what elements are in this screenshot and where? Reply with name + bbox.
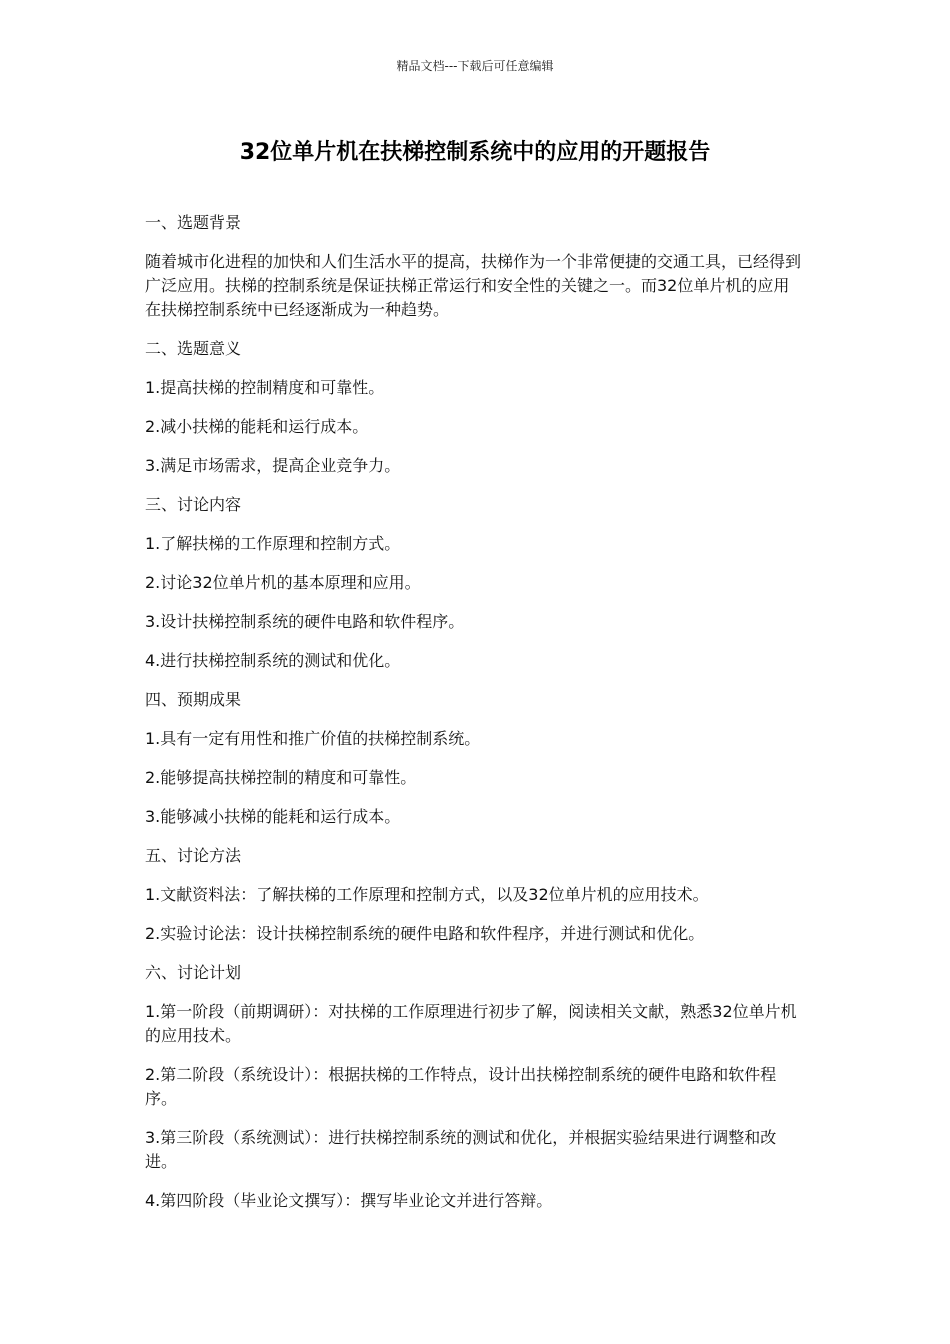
section-heading: 一、选题背景	[145, 213, 242, 232]
list-item: 2.减小扶梯的能耗和运行成本。	[145, 417, 369, 436]
list-item: 1.具有一定有用性和推广价值的扶梯控制系统。	[145, 729, 481, 748]
list-item: 3.设计扶梯控制系统的硬件电路和软件程序。	[145, 612, 465, 631]
list-item: 2.第二阶段（系统设计）：根据扶梯的工作特点，设计出扶梯控制系统的硬件电路和软件程序。	[145, 1065, 777, 1108]
section-heading: 四、预期成果	[145, 690, 242, 709]
document-body	[145, 211, 805, 1213]
list-item: 4.进行扶梯控制系统的测试和优化。	[145, 651, 401, 670]
list-item: 2.实验讨论法：设计扶梯控制系统的硬件电路和软件程序，并进行测试和优化。	[145, 924, 705, 943]
section-heading: 五、讨论方法	[145, 846, 242, 865]
section-heading: 二、选题意义	[145, 339, 242, 358]
list-item: 3.第三阶段（系统测试）：进行扶梯控制系统的测试和优化，并根据实验结果进行调整和改进。	[145, 1128, 777, 1171]
list-item: 4.第四阶段（毕业论文撰写）：撰写毕业论文并进行答辩。	[145, 1191, 553, 1210]
list-item: 2.能够提高扶梯控制的精度和可靠性。	[145, 768, 417, 787]
list-item: 2.讨论32位单片机的基本原理和应用。	[145, 573, 421, 592]
list-item: 1.文献资料法：了解扶梯的工作原理和控制方式，以及32位单片机的应用技术。	[145, 885, 709, 904]
paragraph: 随着城市化进程的加快和人们生活水平的提高，扶梯作为一个非常便捷的交通工具，已经得到广泛应用。扶梯的控制系统是保证扶梯正常运行和安全性的关键之一。而32位单片机的应用在扶梯控制系统中已经逐渐成为一种趋势。	[145, 252, 802, 319]
list-item: 1.了解扶梯的工作原理和控制方式。	[145, 534, 401, 553]
section-heading: 六、讨论计划	[145, 963, 242, 982]
document-title: 32位单片机在扶梯控制系统中的应用的开题报告	[239, 140, 711, 165]
list-item: 1.提高扶梯的控制精度和可靠性。	[145, 378, 385, 397]
list-item: 3.能够减小扶梯的能耗和运行成本。	[145, 807, 401, 826]
page-header: 精品文档---下载后可任意编辑	[396, 59, 554, 73]
section-heading: 三、讨论内容	[145, 495, 242, 514]
list-item: 3.满足市场需求，提高企业竞争力。	[145, 456, 401, 475]
list-item: 1.第一阶段（前期调研）：对扶梯的工作原理进行初步了解，阅读相关文献，熟悉32位单片机的应用技术。	[145, 1002, 797, 1045]
